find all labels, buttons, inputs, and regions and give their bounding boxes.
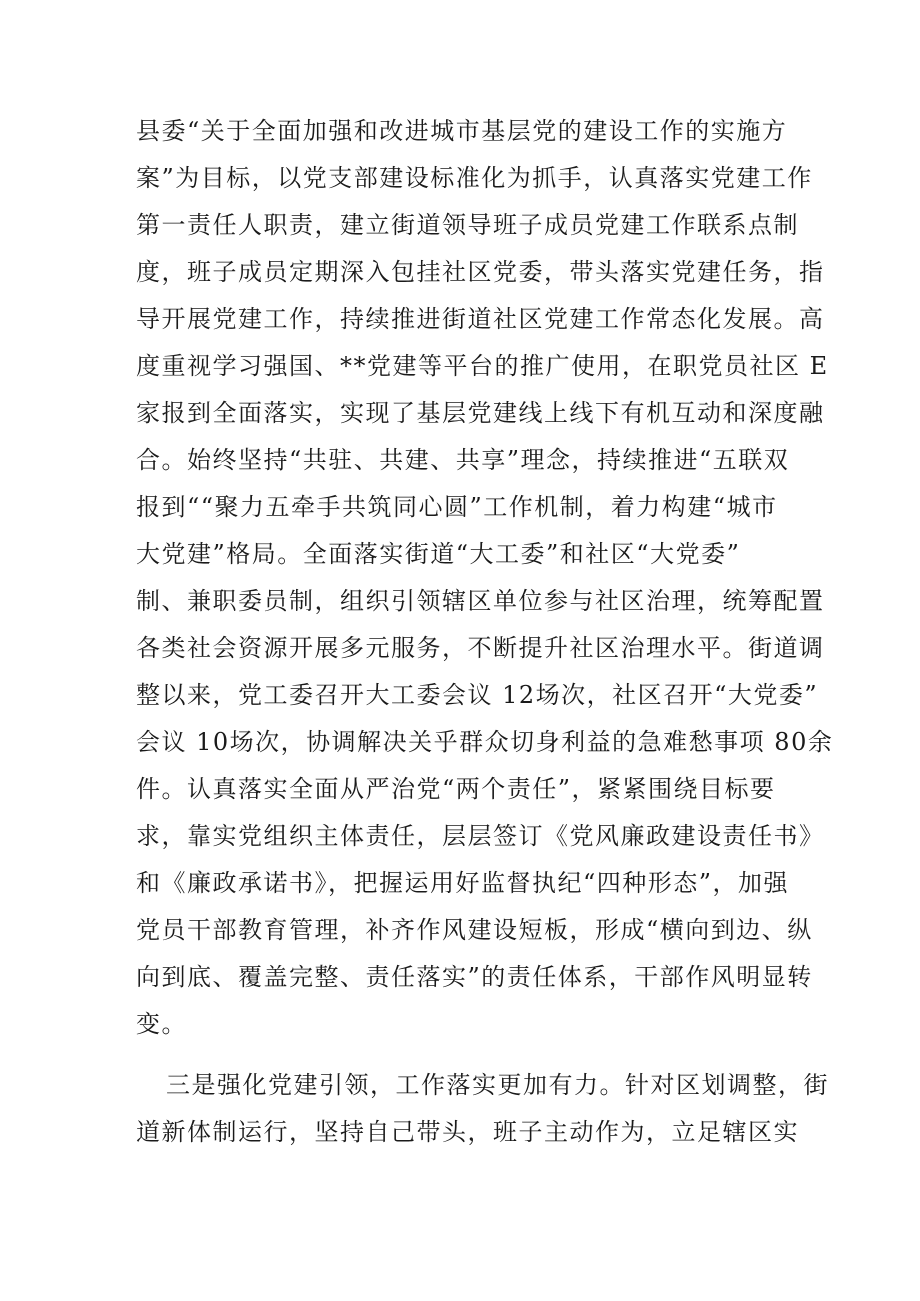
paragraph-line: 度，班子成员定期深入包挂社区党委，带头落实党建任务，指 (136, 258, 825, 286)
paragraph-line: 大党建”格局。全面落实街道“大工委”和社区“大党委” (136, 540, 741, 568)
paragraph-line: 道新体制运行，坚持自己带头，班子主动作为，立足辖区实 (136, 1118, 799, 1146)
paragraph-line: 第一责任人职责，建立街道领导班子成员党建工作联系点制 (136, 211, 799, 239)
paragraph-line: 县委“关于全面加强和改进城市基层党的建设工作的实施方 (136, 117, 788, 145)
document-body (136, 108, 834, 1156)
paragraph-line: 家报到全面落实，实现了基层党建线上线下有机互动和深度融 (136, 399, 825, 427)
paragraph-line: 向到底、覆盖完整、责任落实”的责任体系，干部作风明显转 (136, 963, 813, 991)
paragraph-line: 变。 (136, 1010, 187, 1038)
paragraph-line: 导开展党建工作，持续推进街道社区党建工作常态化发展。高 (136, 305, 825, 333)
paragraph-line: 党员干部教育管理，补齐作风建设短板，形成“横向到边、纵 (136, 916, 813, 944)
paragraph-line: 整以来，党工委召开大工委会议 12场次，社区召开“大党委” (136, 681, 819, 709)
paragraph-line: 案”为目标，以党支部建设标准化为抓手，认真落实党建工作 (136, 164, 813, 192)
paragraph-line: 和《廉政承诺书》，把握运用好监督执纪“四种形态”，加强 (136, 869, 790, 897)
paragraph-line: 求，靠实党组织主体责任，层层签订《党风廉政建设责任书》 (136, 822, 825, 850)
paragraph-line: 三是强化党建引领，工作落实更加有力。针对区划调整，街 (166, 1071, 829, 1099)
paragraph-line: 件。认真落实全面从严治党“两个责任”，紧紧围绕目标要 (136, 775, 776, 803)
paragraph-line: 各类社会资源开展多元服务，不断提升社区治理水平。街道调 (136, 634, 825, 662)
paragraph-line: 会议 10场次，协调解决关乎群众切身利益的急难愁事项 80余 (136, 728, 834, 756)
paragraph-gap (136, 1048, 786, 1062)
paragraph-line: 制、兼职委员制，组织引领辖区单位参与社区治理，统筹配置 (136, 587, 825, 615)
paragraph-line: 报到““聚力五牵手共筑同心圆”工作机制，着力构建“城市 (136, 493, 778, 521)
paragraph-line: 合。始终坚持“共驻、共建、共享”理念，持续推进“五联双 (136, 446, 790, 474)
paragraph-line: 度重视学习强国、**党建等平台的推广使用，在职党员社区 E (136, 352, 829, 380)
